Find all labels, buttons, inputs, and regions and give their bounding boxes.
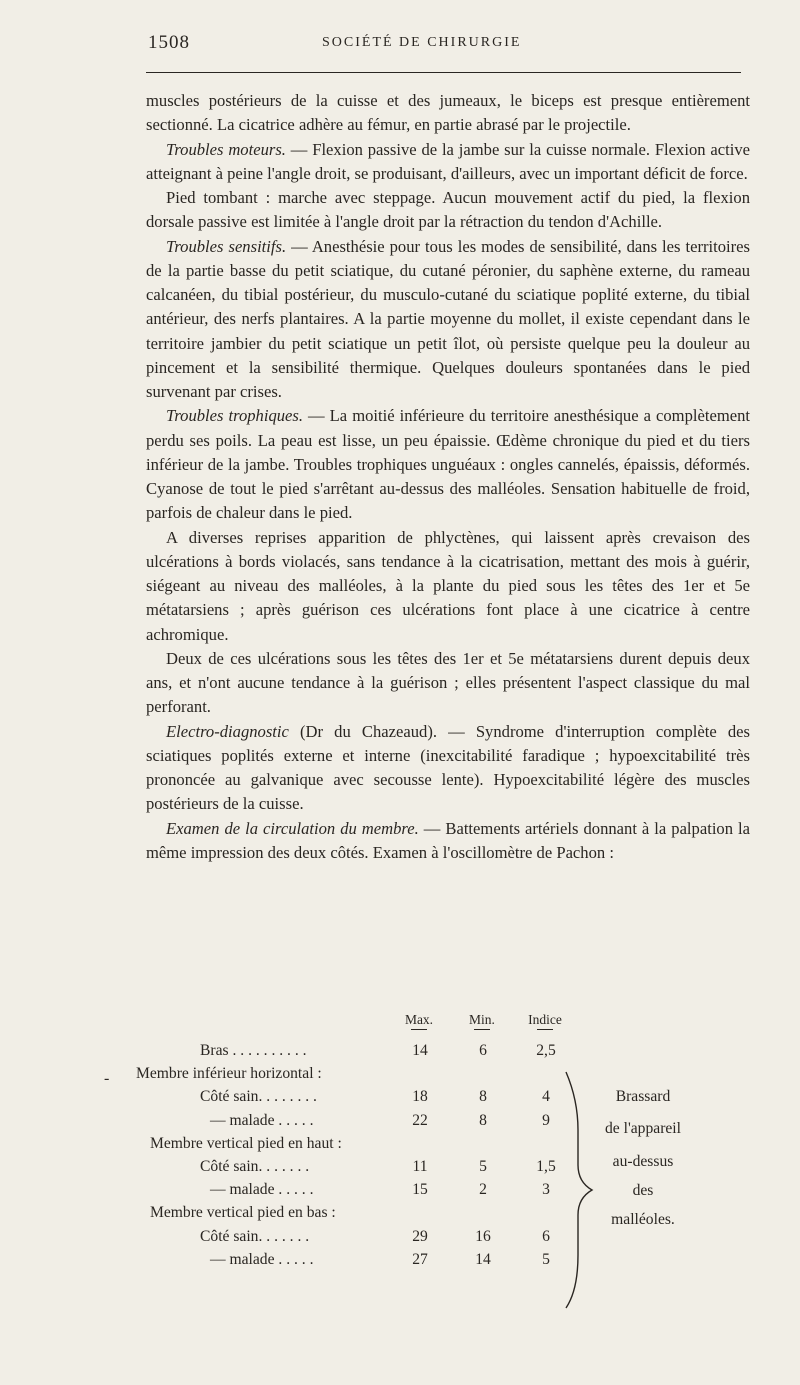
column-dash [474, 1029, 490, 1030]
cell-min: 8 [479, 1111, 487, 1129]
cell-min: 14 [475, 1250, 491, 1268]
cell-indice: 5 [542, 1250, 550, 1268]
section-heading: Examen de la circulation du membre. [166, 818, 419, 838]
section-heading: Troubles trophiques. [166, 406, 304, 426]
header-rule [146, 72, 741, 73]
side-note-line: au-dessus [612, 1153, 674, 1170]
paragraph: Troubles moteurs. — Flexion passive de la jambe sur la cuisse normale. Flexion active atteignant à peine l'angle droit, se produisant, d'ailleurs, avec un important déficit de force. [146, 139, 750, 183]
row-label: Membre inférieur horizontal : [136, 1065, 322, 1083]
table-row [0, 1251, 800, 1275]
column-dash [411, 1029, 427, 1030]
row-label: Membre vertical pied en bas : [150, 1204, 336, 1222]
table-row [0, 1228, 800, 1252]
side-note-line: de l'appareil [605, 1120, 681, 1137]
paragraph: Examen de la circulation du membre. — Battements artériels donnant à la palpation la même impression des deux côtés. Examen à l'oscillomètre de Pachon : [146, 818, 750, 862]
body-text [146, 89, 750, 865]
section-heading: Troubles moteurs. [166, 139, 286, 159]
paragraph: Pied tombant : marche avec steppage. Aucun mouvement actif du pied, la flexion dorsale passive est limitée à l'angle droit par la rétraction du tendon d'Achille. [146, 188, 750, 232]
column-dash [537, 1029, 553, 1030]
side-note-line: des [632, 1182, 654, 1199]
row-label: — malade . . . . . [210, 1181, 314, 1199]
running-head: SOCIÉTÉ DE CHIRURGIE [322, 35, 522, 50]
cell-max: 18 [412, 1088, 428, 1106]
cell-max: 14 [412, 1042, 428, 1059]
side-note-line: Brassard [615, 1088, 671, 1105]
row-label: Côté sain. . . . . . . [200, 1227, 310, 1245]
cell-min: 16 [475, 1227, 491, 1245]
paragraph: A diverses reprises apparition de phlyctènes, qui laissent après crevaison des ulcérations à bords violacés, sans tendance à la cicatrisation, mettant des mois à guérir, siégeant au niveau des malléoles, à la plante du pied sous les têtes des 1er et 5e métatarsiens ; après guérison ces ulcérations font place à une cicatrice à centre achromique. [146, 527, 750, 644]
column-header-min: Min. [469, 1012, 495, 1027]
cell-indice: 2,5 [536, 1042, 556, 1059]
margin-mark: - [104, 1070, 110, 1087]
row-label: — malade . . . . . [210, 1111, 314, 1129]
table-row [0, 1042, 800, 1066]
section-heading: Troubles sensitifs. [166, 236, 287, 256]
cell-indice: 1,5 [536, 1158, 556, 1175]
cell-indice: 3 [542, 1181, 550, 1199]
cell-min: 6 [479, 1042, 487, 1059]
side-note-line: malléoles. [611, 1211, 675, 1228]
column-header-max: Max. [404, 1012, 434, 1027]
row-label: Bras . . . . . . . . . . [200, 1042, 307, 1059]
section-heading: Electro-diagnostic [166, 721, 289, 741]
table-row [0, 1065, 800, 1089]
row-label: — malade . . . . . [210, 1250, 314, 1268]
cell-min: 5 [479, 1158, 487, 1175]
cell-max: 11 [412, 1158, 428, 1175]
cell-max: 29 [412, 1227, 428, 1245]
paragraph: Electro-diagnostic (Dr du Chazeaud). — Syndrome d'interruption complète des sciatiques poplités externe et interne (inexcitabilité faradique ; hypoexcitabilité très prononcée au galvanique avec secousse lente). Hypoexcitabilité légère des muscles postérieurs de la cuisse. [146, 721, 750, 814]
page-number: 1508 [148, 32, 190, 53]
cell-max: 27 [412, 1250, 428, 1268]
paragraph: muscles postérieurs de la cuisse et des jumeaux, le biceps est presque entièrement sectionné. La cicatrice adhère au fémur, en partie abrasé par le projectile. [146, 91, 750, 135]
cell-min: 2 [479, 1181, 487, 1199]
paragraph: Deux de ces ulcérations sous les têtes des 1er et 5e métatarsiens durent depuis deux ans, et n'ont aucune tendance à la guérison ; elles présentent l'aspect classique du mal perforant. [146, 648, 750, 717]
cell-indice: 4 [542, 1088, 550, 1106]
paragraph: Troubles trophiques. — La moitié inférieure du territoire anesthésique a complètement perdu ses poils. La peau est lisse, un peu épaissie. Œdème chronique du pied et du tiers inférieur de la jambe. Troubles trophiques unguéaux : ongles cannelés, épaissis, déformés. Cyanose de tout le pied s'arrêtant au-dessus des malléoles. Sensation habituelle de froid, parfois de chaleur dans le pied. [146, 406, 750, 523]
paragraph: Troubles sensitifs. — Anesthésie pour tous les modes de sensibilité, dans les territoires de la partie basse du petit sciatique, du cutané péronier, du saphène externe, du rameau calcanéen, du tibial postérieur, du musculo-cutané du sciatique poplité externe, du tibial antérieur, des nerfs plantaires. A la partie moyenne du mollet, il existe cependant dans le territoire jambier du petit sciatique un petit îlot, où persiste quelque peu la douleur au pincement et la sensibilité thermique. Quelques douleurs spontanées dans le pied survenant par crises. [146, 236, 750, 401]
row-label: Côté sain. . . . . . . [200, 1158, 310, 1175]
cell-max: 22 [412, 1111, 428, 1129]
row-label: Côté sain. . . . . . . . [200, 1088, 317, 1106]
column-header-indice: Indice [528, 1012, 562, 1027]
cell-indice: 9 [542, 1111, 550, 1129]
cell-min: 8 [479, 1088, 487, 1106]
row-label: Membre vertical pied en haut : [150, 1134, 342, 1152]
cell-indice: 6 [542, 1227, 550, 1245]
cell-max: 15 [412, 1181, 428, 1199]
